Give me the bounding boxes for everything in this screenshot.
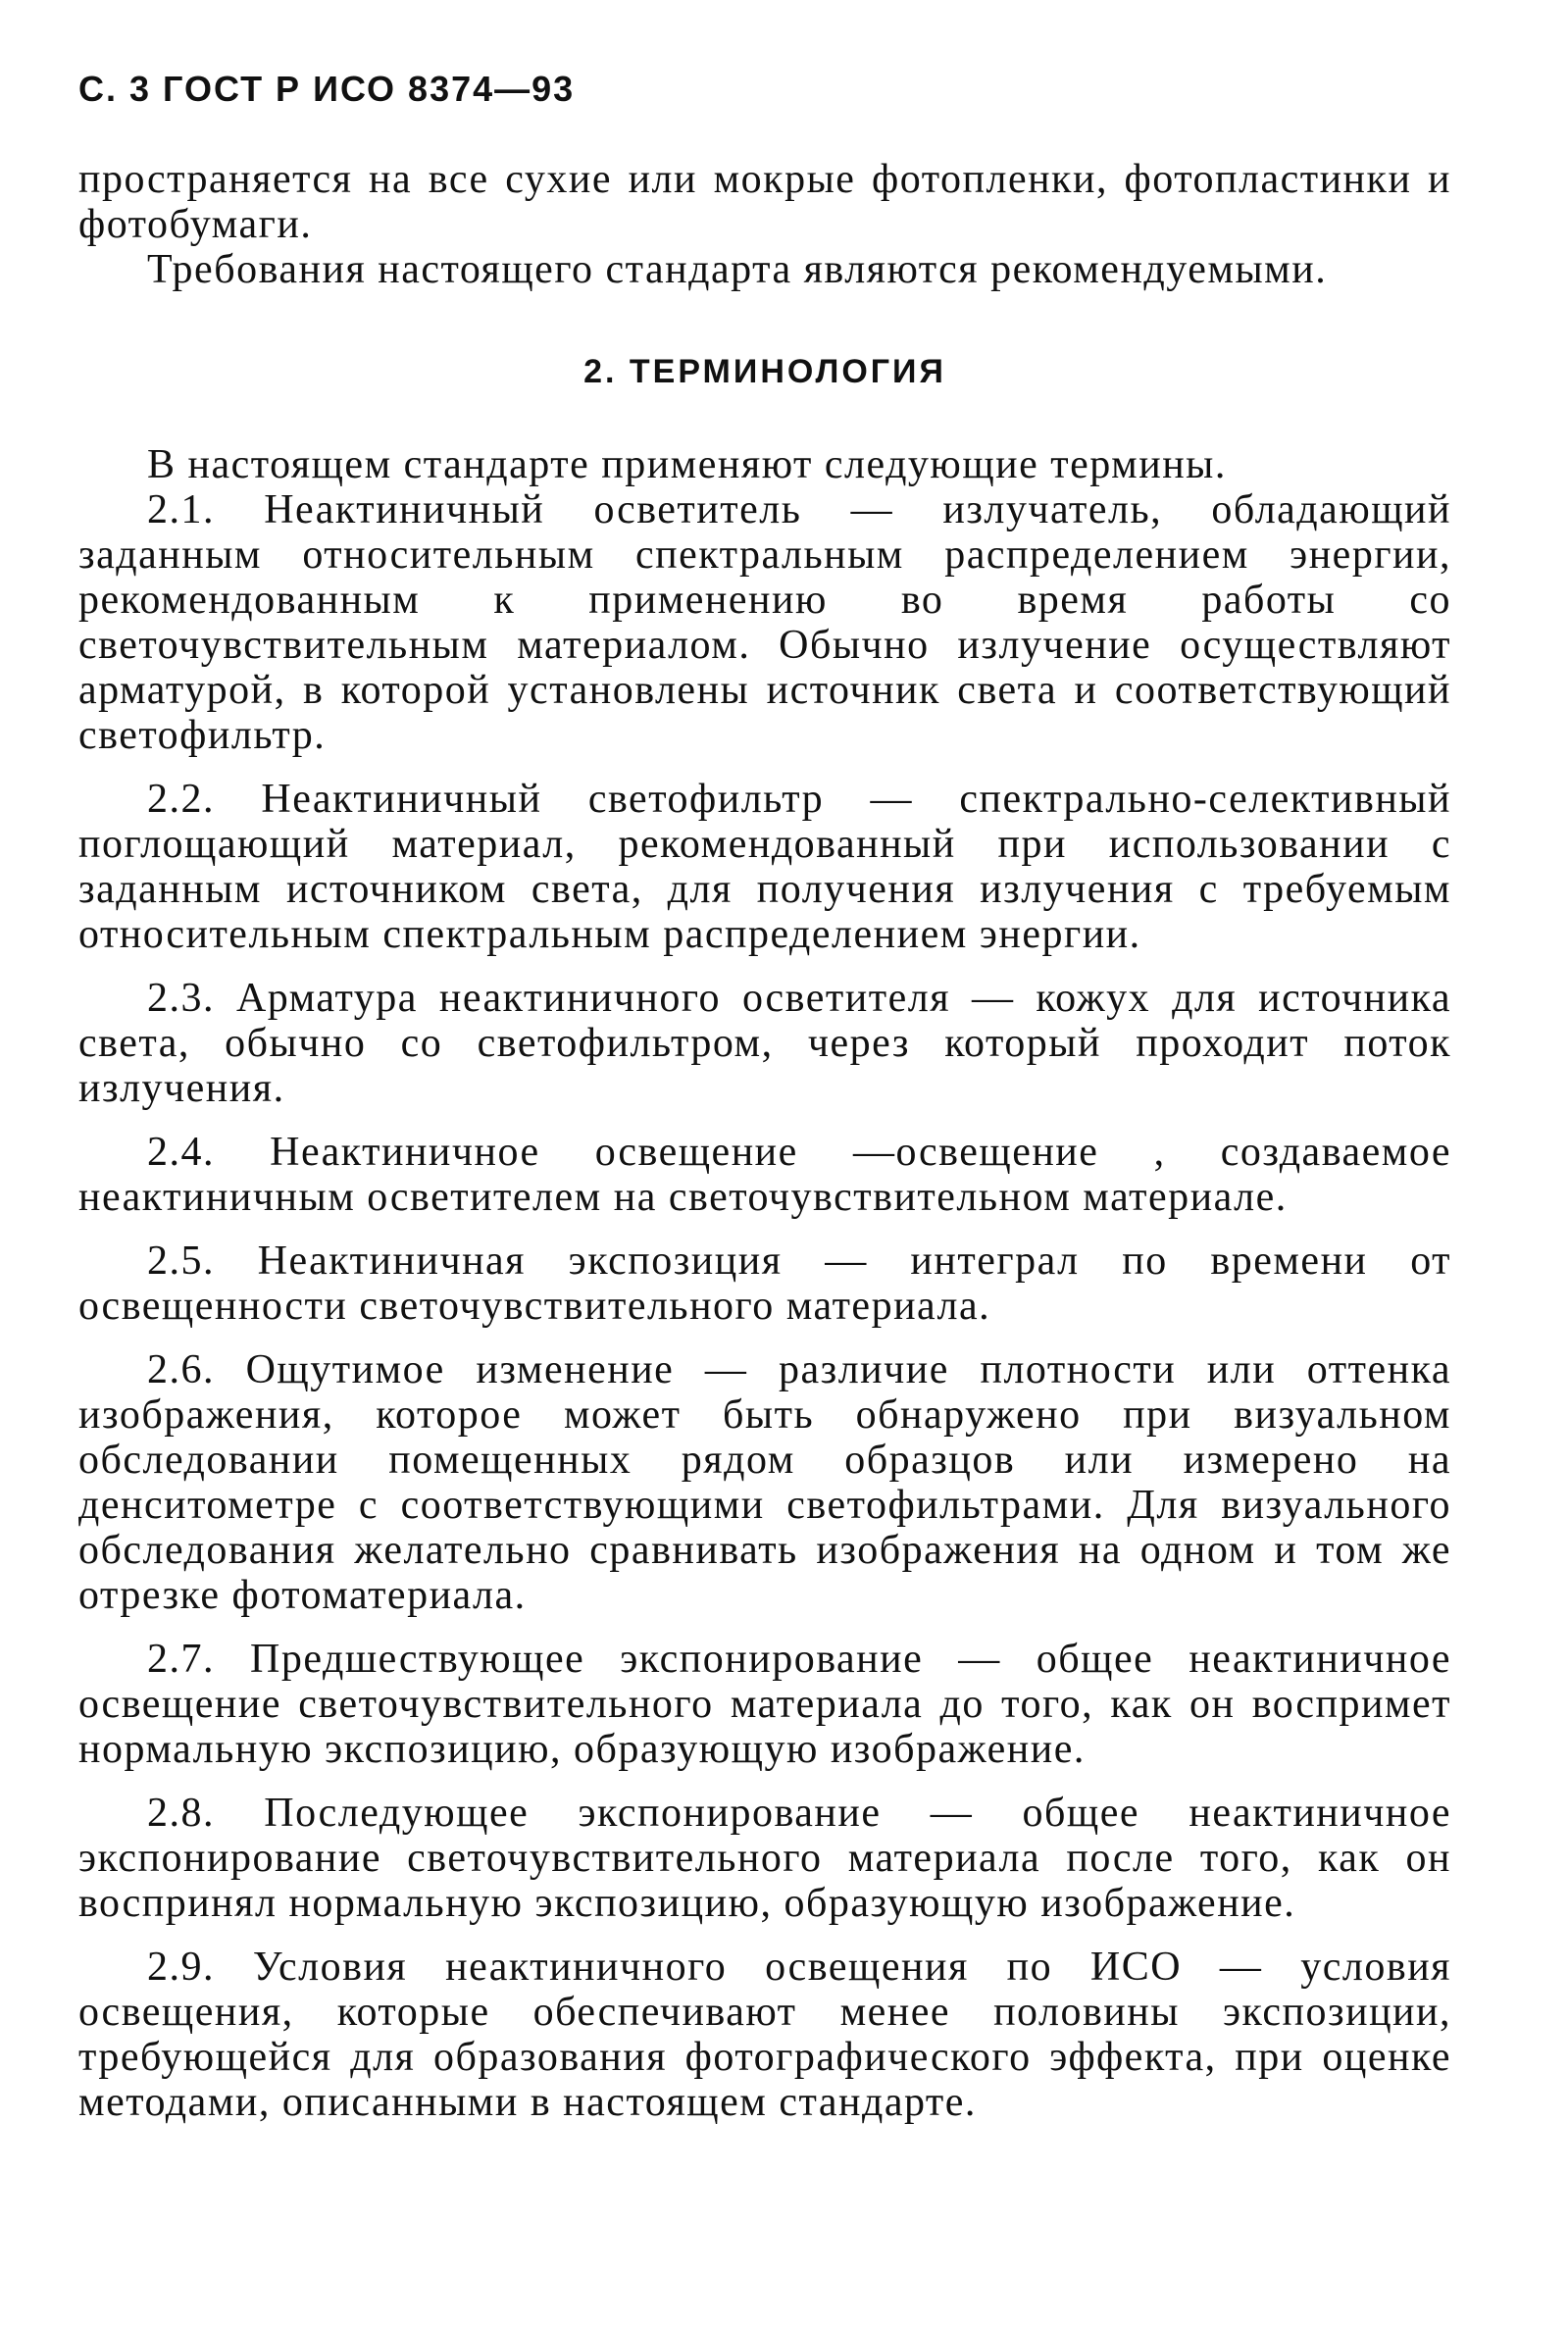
term-paragraph: 2.7. Предшествующее экспонирование — общее неактиничное освещение светочувствительного материала до того, как он воспримет нормальную экспозицию, образующую изображение. [78, 1637, 1451, 1772]
intro-continuation-paragraph: пространяется на все сухие или мокрые фотопленки, фотопластинки и фотобумаги. [78, 157, 1451, 247]
document-page [78, 69, 1451, 2144]
term-paragraph: 2.3. Арматура неактиничного осветителя — кожух для источника света, обычно со светофильтром, через который проходит поток излучения. [78, 976, 1451, 1111]
term-paragraph: 2.6. Ощутимое изменение — различие плотности или оттенка изображения, которое может быть обнаружено при визуальном обследовании помещенных рядом образцов или измерено на денситометре с соответствующими светофильтрами. Для визуального обследования желательно сравнивать изображения на одном и том же отрезке фотоматериала. [78, 1347, 1451, 1618]
section-title: 2. ТЕРМИНОЛОГИЯ [583, 353, 946, 390]
term-paragraph: 2.1. Неактиничный осветитель — излучатель, обладающий заданным относительным спектральным распределением энергии, рекомендованным к применению во время работы со светочувствительным материалом. Обычно излучение осуществляют арматурой, в которой установлены источник света и соответствующий светофильтр. [78, 487, 1451, 758]
term-paragraph: 2.9. Условия неактиничного освещения по ИСО — условия освещения, которые обеспечивают менее половины экспозиции, требующейся для образования фотографического эффекта, при оценке методами, описанными в настоящем стандарте. [78, 1945, 1451, 2125]
terms-block [78, 442, 1451, 2125]
running-head: С. 3 ГОСТ Р ИСО 8374—93 [78, 69, 576, 109]
term-paragraph: 2.8. Последующее экспонирование — общее неактиничное экспонирование светочувствительного материала после того, как он воспринял нормальную экспозицию, образующую изображение. [78, 1791, 1451, 1926]
term-paragraph: 2.4. Неактиничное освещение —освещение , создаваемое неактиничным осветителем на светочувствительном материале. [78, 1130, 1451, 1220]
term-paragraph: 2.5. Неактиничная экспозиция — интеграл по времени от освещенности светочувствительного материала. [78, 1238, 1451, 1329]
section-lead-paragraph: В настоящем стандарте применяют следующие термины. [147, 442, 1227, 487]
recommendation-paragraph: Требования настоящего стандарта являются рекомендуемыми. [147, 247, 1328, 292]
term-paragraph: 2.2. Неактиничный светофильтр — спектрально-селективный поглощающий материал, рекомендованный при использовании с заданным источником света, для получения излучения с требуемым относительным спектральным распределением энергии. [78, 777, 1451, 957]
intro-block [78, 157, 1451, 292]
